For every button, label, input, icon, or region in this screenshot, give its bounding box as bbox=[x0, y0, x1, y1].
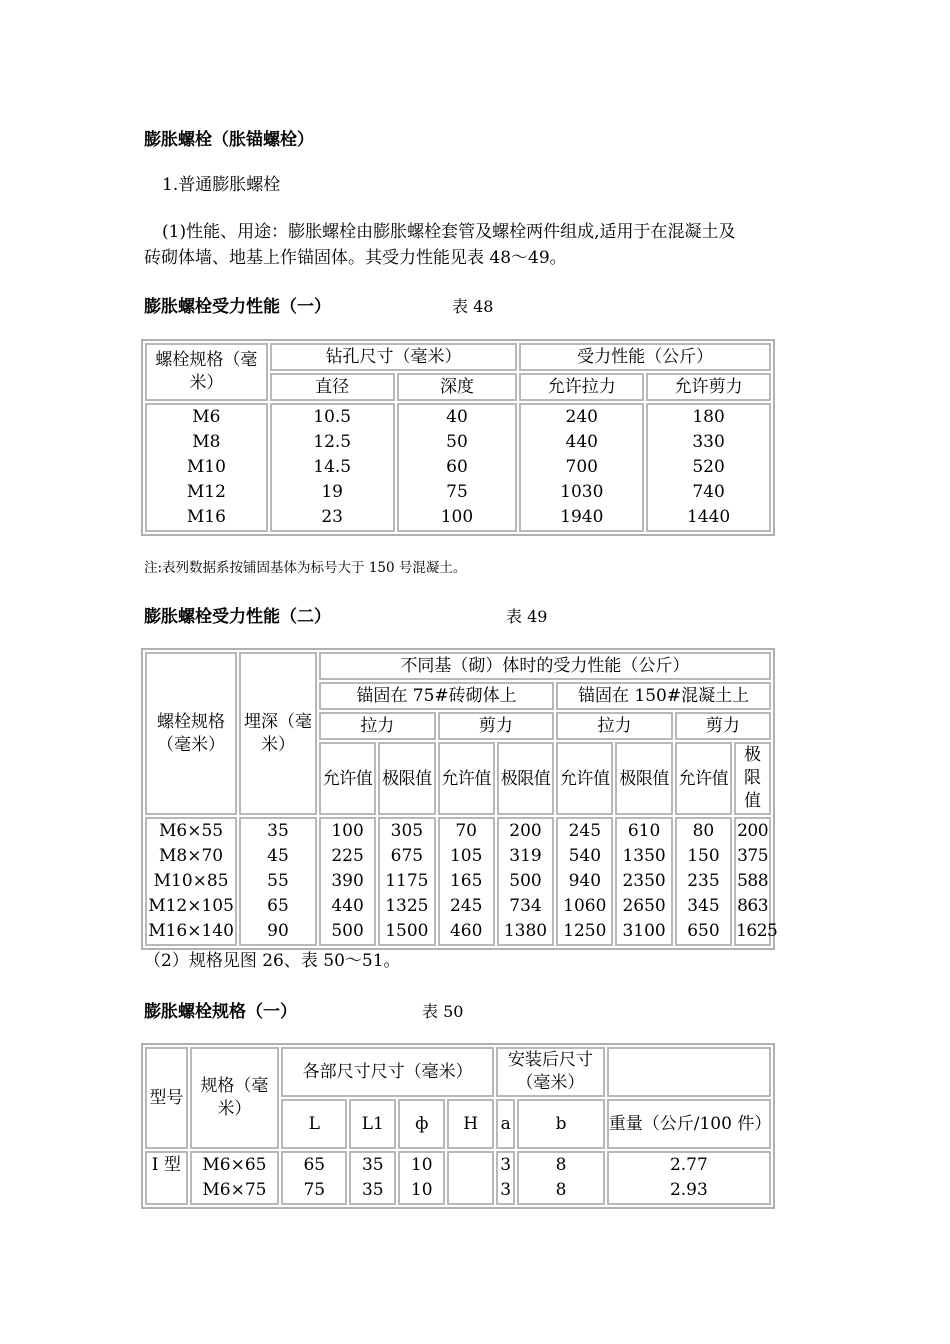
header-cell: 受力性能（公斤） bbox=[519, 343, 771, 371]
data-cell: 70 105 165 245 460 bbox=[438, 817, 495, 946]
data-cell: 35 35 bbox=[349, 1151, 396, 1205]
header-cell: a bbox=[496, 1099, 515, 1149]
header-cell: 允许值 bbox=[319, 742, 376, 815]
header-cell: 锚固在 75#砖砌体上 bbox=[319, 682, 554, 710]
data-cell: Ⅰ 型 bbox=[145, 1151, 188, 1205]
data-cell: 80 150 235 345 650 bbox=[675, 817, 732, 946]
header-cell: 不同基（砌）体时的受力性能（公斤） bbox=[319, 652, 771, 680]
doc-title: 膨胀螺栓（胀锚螺栓） bbox=[144, 130, 314, 150]
data-cell: 65 75 bbox=[281, 1151, 347, 1205]
header-cell: 剪力 bbox=[675, 712, 771, 740]
header-cell: 极限值 bbox=[615, 742, 672, 815]
header-cell: 极限值 bbox=[734, 742, 771, 815]
header-cell: 极限值 bbox=[378, 742, 435, 815]
paragraph-line: 砖砌体墙、地基上作锚固体。其受力性能见表 48～49。 bbox=[144, 248, 567, 268]
section-heading: 1.普通膨胀螺栓 bbox=[162, 175, 281, 195]
data-cell: 180 330 520 740 1440 bbox=[646, 403, 771, 532]
table-49 bbox=[141, 648, 778, 950]
data-cell: 10.5 12.5 14.5 19 23 bbox=[270, 403, 395, 532]
header-cell: 允许值 bbox=[438, 742, 495, 815]
table-note: 注:表列数据系按铺固基体为标号大于 150 号混凝土。 bbox=[144, 560, 467, 576]
data-cell: 610 1350 2350 2650 3100 bbox=[615, 817, 672, 946]
header-cell: 直径 bbox=[270, 373, 395, 401]
header-cell: H bbox=[447, 1099, 494, 1149]
header-cell: 允许剪力 bbox=[646, 373, 771, 401]
data-cell: 200 375 588 863 1625 bbox=[734, 817, 771, 946]
paragraph-line: （2）规格见图 26、表 50～51。 bbox=[144, 951, 401, 971]
header-cell: 极限值 bbox=[497, 742, 554, 815]
data-cell: 40 50 60 75 100 bbox=[397, 403, 518, 532]
data-cell: M6×55 M8×70 M10×85 M12×105 M16×140 bbox=[145, 817, 237, 946]
header-cell: 钻孔尺寸（毫米） bbox=[270, 343, 518, 371]
header-cell: 剪力 bbox=[438, 712, 555, 740]
data-cell: 8 8 bbox=[517, 1151, 604, 1205]
header-cell: 拉力 bbox=[319, 712, 436, 740]
data-cell: 305 675 1175 1325 1500 bbox=[378, 817, 435, 946]
header-cell: 允许拉力 bbox=[519, 373, 644, 401]
table-label: 表 48 bbox=[452, 297, 494, 316]
header-cell: 重量（公斤/100 件） bbox=[607, 1099, 771, 1149]
header-cell: L bbox=[281, 1099, 347, 1149]
table-heading: 膨胀螺栓受力性能（二） bbox=[144, 607, 331, 627]
table-label: 表 50 bbox=[422, 1002, 464, 1021]
header-cell: 锚固在 150#混凝土上 bbox=[556, 682, 771, 710]
data-cell: M6 M8 M10 M12 M16 bbox=[145, 403, 268, 532]
header-cell: 埋深（毫米） bbox=[239, 652, 317, 815]
data-cell: M6×65 M6×75 bbox=[190, 1151, 280, 1205]
data-cell: 200 319 500 734 1380 bbox=[497, 817, 554, 946]
paragraph-line: (1)性能、用途：膨胀螺栓由膨胀螺栓套管及螺栓两件组成,适用于在混凝土及 bbox=[162, 222, 736, 242]
data-cell: 240 440 700 1030 1940 bbox=[519, 403, 644, 532]
table-50 bbox=[141, 1043, 775, 1209]
header-cell: 允许值 bbox=[556, 742, 613, 815]
header-cell: 各部尺寸尺寸（毫米） bbox=[281, 1047, 494, 1097]
data-cell: 100 225 390 440 500 bbox=[319, 817, 376, 946]
table-heading: 膨胀螺栓受力性能（一） bbox=[144, 297, 331, 317]
header-cell: 深度 bbox=[397, 373, 518, 401]
header-cell: 安装后尺寸（毫米） bbox=[496, 1047, 605, 1097]
table-label: 表 49 bbox=[506, 607, 548, 626]
header-cell: 规格（毫米） bbox=[190, 1047, 280, 1149]
header-cell: 允许值 bbox=[675, 742, 732, 815]
data-cell: 35 45 55 65 90 bbox=[239, 817, 317, 946]
data-cell: 245 540 940 1060 1250 bbox=[556, 817, 613, 946]
table-heading: 膨胀螺栓规格（一） bbox=[144, 1002, 297, 1022]
data-cell: 2.77 2.93 bbox=[607, 1151, 771, 1205]
header-cell: 型号 bbox=[145, 1047, 188, 1149]
header-cell: 螺栓规格（毫米） bbox=[145, 343, 268, 401]
header-cell bbox=[607, 1047, 771, 1097]
header-cell: b bbox=[517, 1099, 604, 1149]
header-cell: 螺栓规格（毫米） bbox=[145, 652, 237, 815]
header-cell: L1 bbox=[349, 1099, 396, 1149]
header-cell: ф bbox=[398, 1099, 445, 1149]
data-cell: 3 3 bbox=[496, 1151, 515, 1205]
data-cell: 10 10 bbox=[398, 1151, 445, 1205]
data-cell bbox=[447, 1151, 494, 1205]
table-48 bbox=[141, 339, 775, 536]
header-cell: 拉力 bbox=[556, 712, 673, 740]
